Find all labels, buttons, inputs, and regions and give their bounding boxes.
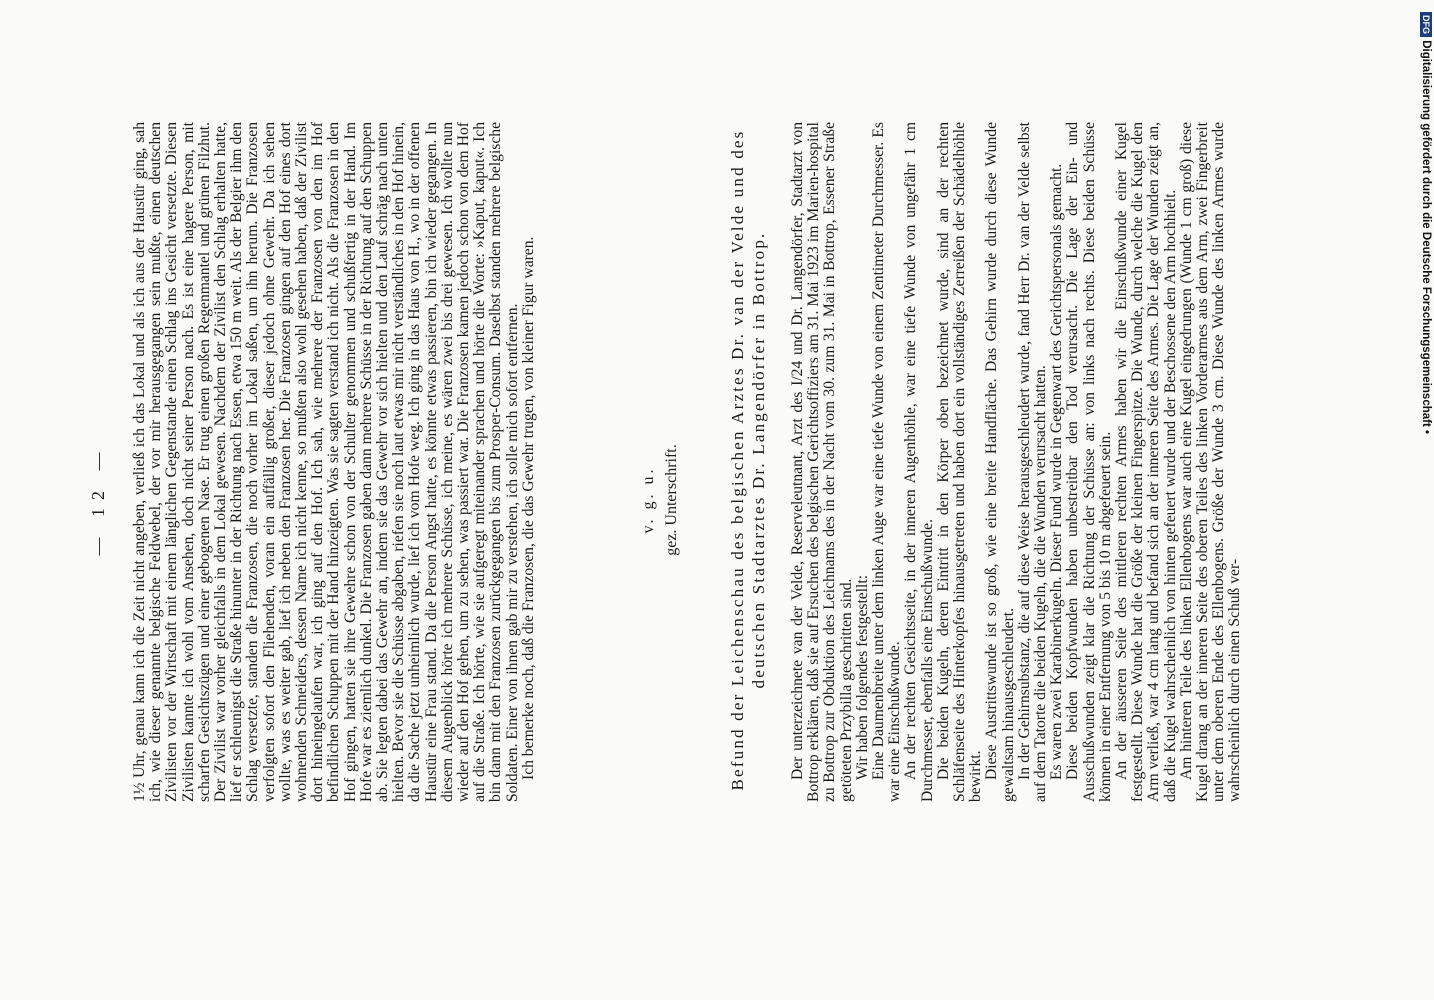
autopsy-paragraph: An der rechten Gesichtsseite, in der inneren Augenhöhle, war eine tiefe Wunde von ungefähr 1 cm Durchmesser, ebenfalls eine Einschußwunde. — [902, 122, 936, 802]
autopsy-paragraph: Es waren zwei Karabinerkugeln. Dieser Fund wurde in Gegenwart des Gerichtspersonals gemacht. — [1048, 163, 1066, 780]
digitization-stamp — [1416, 8, 1434, 992]
section-heading — [727, 80, 769, 840]
autopsy-text — [790, 122, 1244, 802]
testimony-paragraph: Ich bemerke noch, daß die Franzosen, die das Gewehr trugen, von kleiner Figur waren. — [519, 236, 537, 780]
autopsy-paragraph: Der unterzeichnete van der Velde, Reserveleutnant, Arzt des I/24 und Dr. Langendörfer, Stadtarzt von Bottrop erklären, daß sie auf Ersuchen des belgischen Gerichtsoffiziers am 31. Mai 1923 im Marien-hospital zu Bottrop zur Obduktion des Leichnams des in der Nacht vom 30. zum 31. Mai in Bottrop, Essener Straße getöteten Przybilla geschritten sind. — [789, 122, 855, 802]
vgu-note: v. g. u. — [640, 466, 657, 534]
testimony-paragraph: 1½ Uhr, genau kann ich die Zeit nicht angeben, verließ ich das Lokal und als ich aus der Haustür ging, sah ich, wie dieser genannte belgische Feldwebel, der vor mir herausgegangen sein mußte, einen deutschen Zivilisten vor der Wirtschaft mit einem länglichen Gegenstande einen Schlag ins Gesicht versetzte. Diesen Zivilisten kannte ich wohl vom Ansehen, doch nicht seiner Person nach. Es ist eine hagere Person, mit scharfen Gesichtszügen und einer gebogenen Nase. Er trug einen großen Regenmantel und grünen Filzhut. Der Zivilist war vorher gleichfalls in dem Lokal gewesen. Nachdem der Zivilist den Schlag erhalten hatte, lief er schleunigst die Straße hinunter in der Richtung nach Essen, etwa 150 m weit. Als der Belgier ihm den Schlag versetzte, standen die Franzosen, die noch vorher im Lokal saßen, um ihn herum. Die Franzosen verfolgten sofort den Fliehenden, voran ein auffällig großer, dieser jedoch ohne Gewehr. Da ich sehen wollte, was es weiter gab, lief ich neben den Franzosen her. Die Franzosen gingen auf den Hof eines dort wohnenden Schneiders, dessen Name ich nicht kenne, so mußten also wohl gesehen haben, daß der Zivilist dort hineingelaufen war, ich ging auf den Hof. Ich sah, wie mehrere der Franzosen von den im Hof befindlichen Schuppen mit der Hand hinzeigten. Was sie sagten verstand ich nicht. Als die Franzosen in den Hof gingen, hatten sie ihre Gewehre schon von der Schulter genommen und schußfertig in der Hand. Im Hofe war es ziemlich dunkel. Die Franzosen gaben dann mehrere Schüsse in der Richtung auf den Schuppen ab. Sie legten dabei das Gewehr an, indem sie das Gewehr vor sich hielten und den Lauf schräg nach unten hielten. Bevor sie die Schüsse abgaben, riefen sie noch laut etwas mir nicht verständliches in den Hof hinein, da die Sache jetzt unheimlich wurde, lief ich vom Hofe weg. Ich ging in das Haus von H., wo in der offenen Haustür eine Frau stand. Da die Person Angst hatte, es könnte etwas passieren, bin ich wieder gegangen. In diesem Augenblick hörte ich mehrere Schüsse, ich meine, es wären zwei bis drei gewesen. Ich wollte nun wieder auf den Hof gehen, um zu sehen, was passiert war. Die Franzosen kamen jedoch schon von dem Hof auf die Straße. Ich hörte, wie sie aufgeregt miteinander sprachen und hörte die Worte: »Kaput, kaput«. Ich bin dann mit den Franzosen zurückgegangen bis zum Prosper-Consum. Daselbst standen mehrere belgische Soldaten. Einer von ihnen gab mir zu verstehen, ich solle mich sofort entfernen. — [131, 122, 521, 802]
autopsy-paragraph: Diese beiden Kopfwunden haben unbestreitbar den Tod verursacht. Die Lage der Ein- und Ausschußwunden zeigt klar die Richtung der Schüsse an: von links nach rechts. Diese beiden Schüsse können in einer Entfernung von 5 bis 10 m abgefeuert sein. — [1064, 122, 1114, 802]
heading-line: deutschen Stadtarztes Dr. Langendörfer in Bottrop. — [749, 231, 768, 689]
autopsy-paragraph: Eine Daumenbreite unter dem linken Auge war eine tiefe Wunde von einem Zentimeter Durchmesser. Es war eine Einschußwunde. — [870, 122, 904, 802]
page-number: — 12 — — [88, 444, 108, 556]
autopsy-paragraph: Wir haben folgendes festgestellt: — [853, 574, 871, 780]
autopsy-paragraph: In der Gehirnsubstanz, die auf diese Weise herausgeschleudert wurde, fand Herr Dr. van der Velde selbst auf dem Tatorte die beiden Kugeln, die die Wunden verursacht hatten. — [1015, 122, 1050, 802]
autopsy-paragraph: Diese Austrittswunde ist so groß, wie eine breite Handfläche. Das Gehirn wurde durch diese Wunde gewaltsam hinausgeschleudert. — [983, 122, 1017, 802]
testimony-text — [132, 122, 537, 802]
signature-note: gez. Unterschrift. — [663, 444, 680, 556]
heading-line: Befund der Leichenschau des belgischen Arztes Dr. van der Velde und des — [728, 129, 747, 791]
digitization-note: Digitalisierung gefördert durch die Deutsche Forschungsgemeinschaft • — [1420, 40, 1432, 435]
autopsy-paragraph: Die beiden Kugeln, deren Eintritt in den Körper oben bezeichnet wurde, sind an der rechten Schläfenseite des Hinterkopfes hinausgetreten und haben dort ein vollständiges Zerreißen der Schädelhöhle bewirkt. — [934, 122, 985, 802]
dfg-logo: DFG — [1420, 12, 1432, 37]
autopsy-paragraph: An der äusseren Seite des mittleren rechten Armes haben wir die Einschußwunde einer Kugel festgestellt. Diese Wunde hat die Größe der kleinen Fingerspitze. Die Wunde, durch welche die Kugel den Arm verließ, war 4 cm lang und befand sich an der inneren Seite des Armes. Die Lage der Wunden zeigt an, daß die Kugel wahrscheinlich von hinten gefeuert wurde und der Beschossene den Arm hochhielt. — [1113, 122, 1179, 802]
autopsy-paragraph: Am hinteren Teile des linken Ellenbogens war auch eine Kugel eingedrungen (Wunde 1 cm groß) diese Kugel drang an der inneren Seite des oberen Teiles des linken Vorderarmes aus dem Arm, zwei Fingerbreit unter dem oberen Ende des Ellenbogens. Größe der Wunde 3 cm. Diese Wunde des linken Armes wurde wahrscheinlich durch einen Schuß ver- — [1177, 122, 1244, 802]
